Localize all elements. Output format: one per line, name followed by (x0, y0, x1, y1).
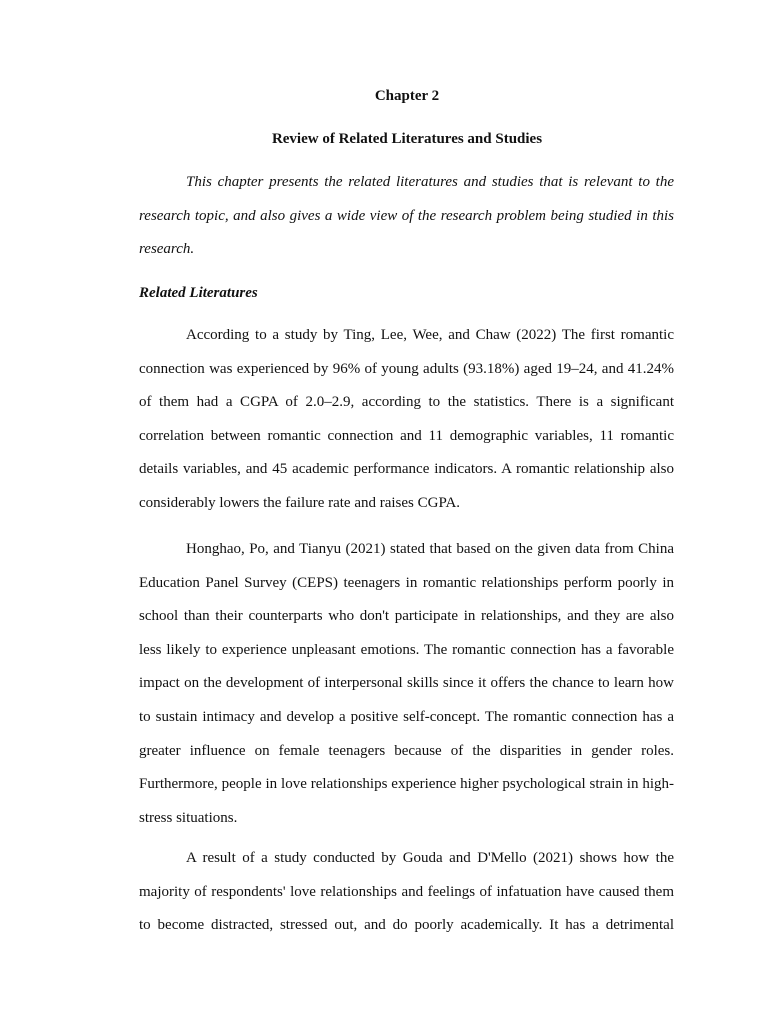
chapter-title: Review of Related Literatures and Studies (271, 131, 543, 147)
intro-paragraph: This chapter presents the related literatures and studies that is relevant to the research topic, and also gives a wide view of the research problem being studied in this research. (139, 174, 674, 258)
body-paragraph-3: A result of a study conducted by Gouda and D'Mello (2021) shows how the majority of respondents' love relationships and feelings of infatuation have caused them to become distracted, stressed out, and do poorly academically. It has a detrimental (139, 850, 674, 934)
chapter-label: Chapter 2 (374, 88, 440, 104)
body-paragraph-1: According to a study by Ting, Lee, Wee, and Chaw (2022) The first romantic connection was experienced by 96% of young adults (93.18%) aged 19–24, and 41.24% of them had a CGPA of 2.0–2.9, according to the statistics. There is a significant correlation between romantic connection and 11 demographic variables, 11 romantic details variables, and 45 academic performance indicators. A romantic relationship also considerably lowers the failure rate and raises CGPA. (139, 327, 674, 511)
section-heading: Related Literatures (139, 285, 258, 301)
body-paragraph-2: Honghao, Po, and Tianyu (2021) stated that based on the given data from China Education Panel Survey (CEPS) teenagers in romantic relationships perform poorly in school than their counterparts who don't participate in relationships, and they are also less likely to experience unpleasant emotions. The romantic connection has a favorable impact on the development of interpersonal skills since it offers the chance to learn how to sustain intimacy and develop a positive self-concept. The romantic connection has a greater influence on female teenagers because of the disparities in gender roles. Furthermore, people in love relationships experience higher psychological strain in high-stress situations. (139, 541, 674, 826)
